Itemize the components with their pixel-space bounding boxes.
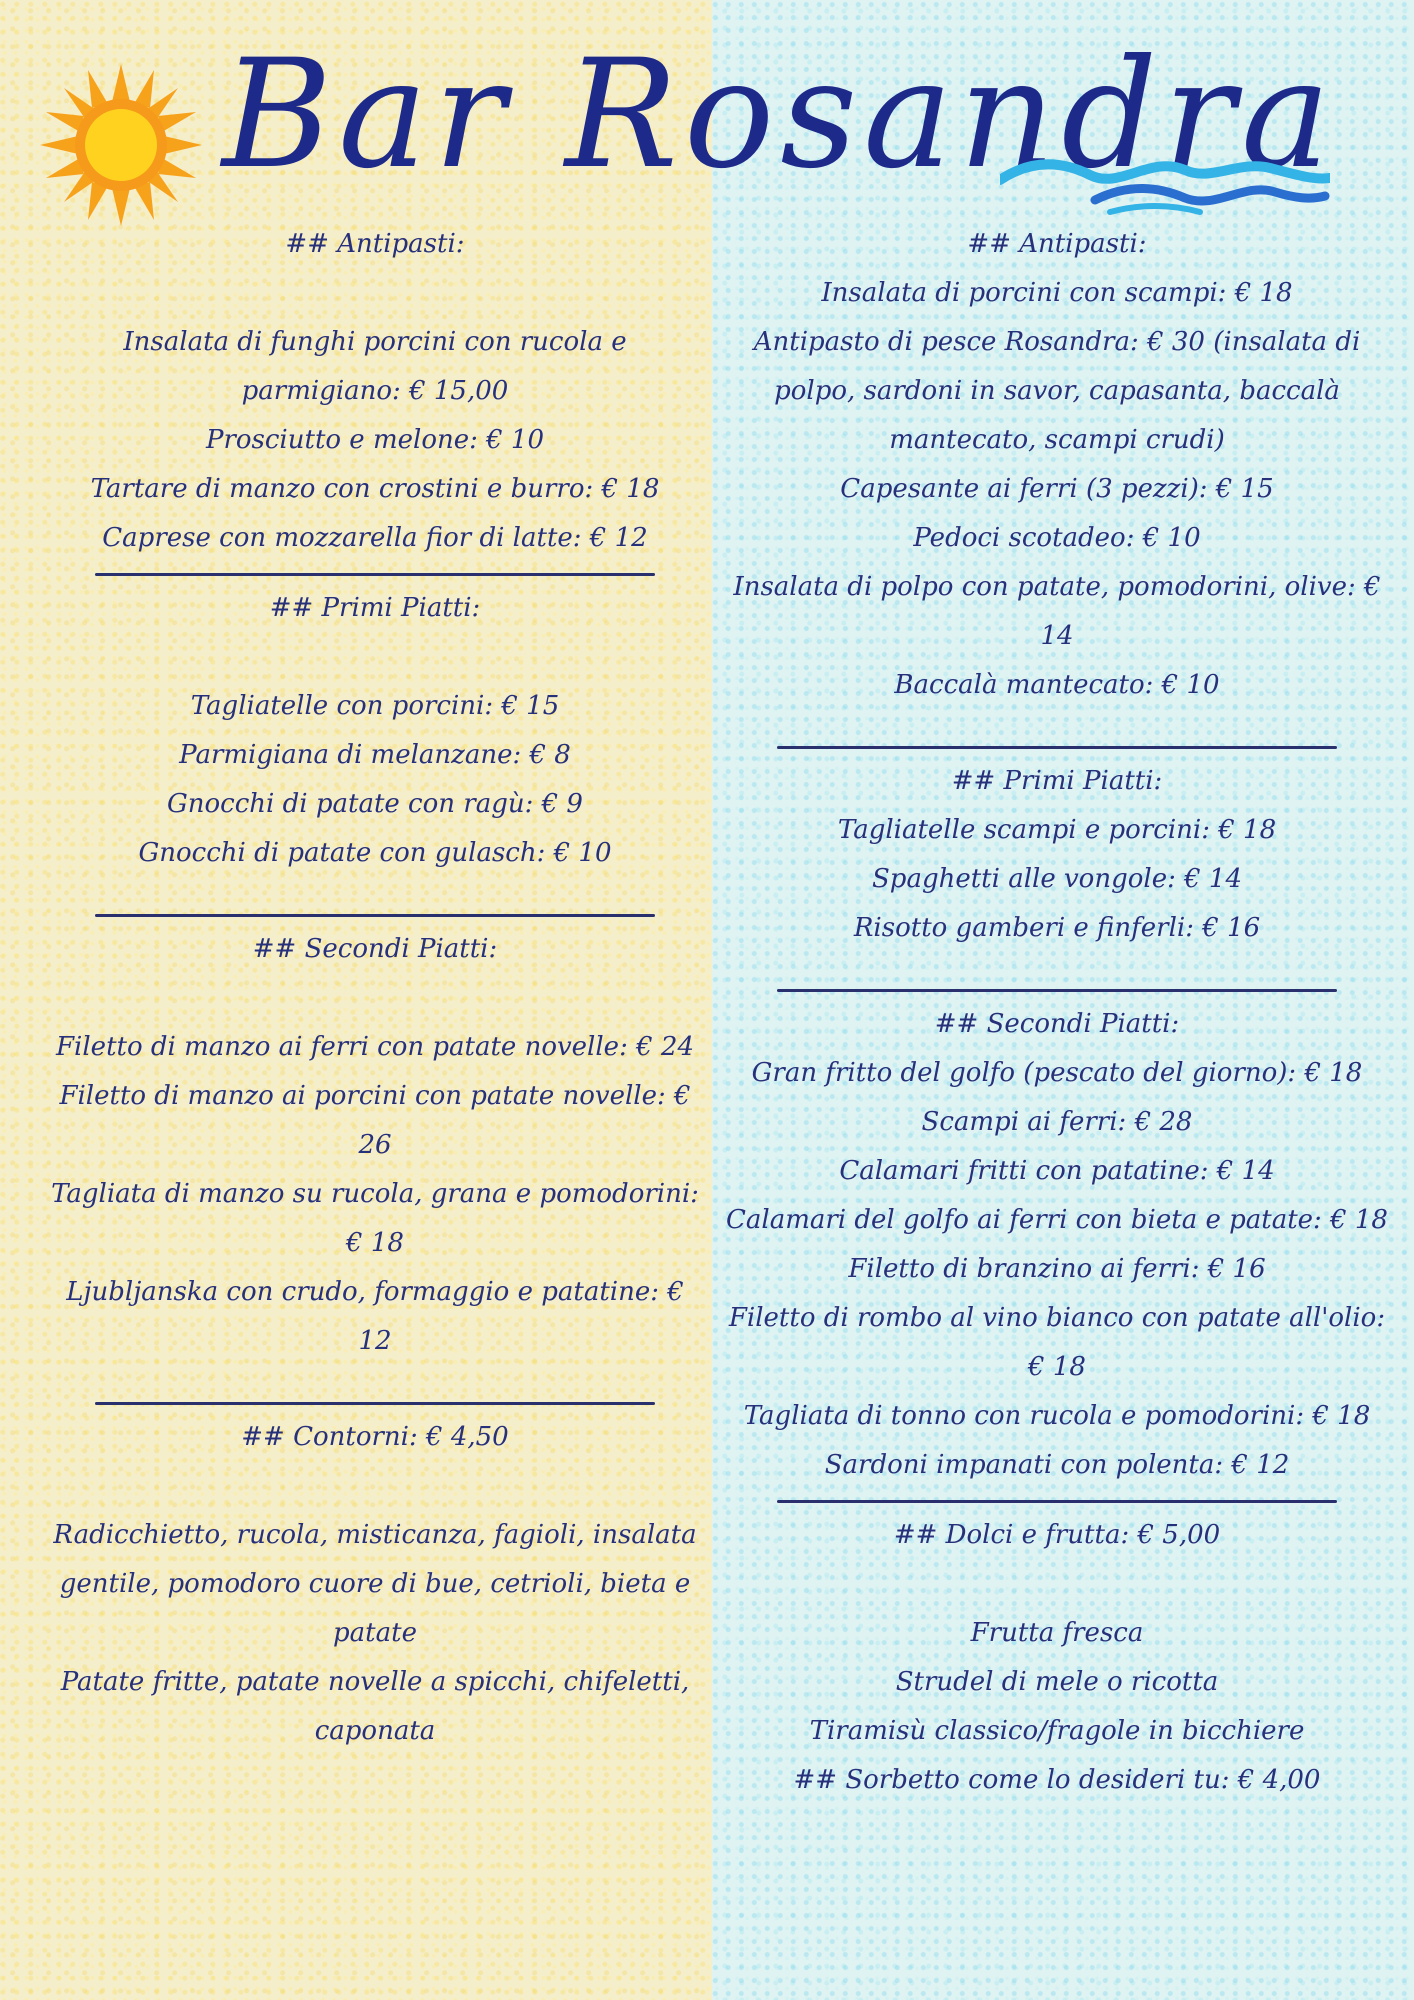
menu-item: Prosciutto e melone: € 10 bbox=[205, 425, 545, 455]
waves-icon bbox=[1000, 150, 1330, 220]
menu-item: Scampi ai ferri: € 28 bbox=[921, 1107, 1193, 1137]
section-heading-antipasti: ## Antipasti: bbox=[285, 229, 465, 259]
sun-icon bbox=[38, 62, 204, 228]
menu-item: ## Sorbetto come lo desideri tu: € 4,00 bbox=[793, 1765, 1321, 1795]
left-menu-column bbox=[50, 220, 700, 1756]
section-divider bbox=[777, 1500, 1337, 1503]
menu-item: Filetto di rombo al vino bianco con patate all'olio: € 18 bbox=[728, 1303, 1386, 1382]
menu-item: Baccalà mantecato: € 10 bbox=[894, 670, 1220, 700]
menu-item: Tagliatelle scampi e porcini: € 18 bbox=[837, 815, 1277, 845]
section-heading-primi: ## Primi Piatti: bbox=[269, 593, 481, 623]
menu-item: Insalata di polpo con patate, pomodorini, olive: € 14 bbox=[733, 572, 1381, 651]
menu-item: Tartare di manzo con crostini e burro: € 18 bbox=[90, 474, 660, 504]
menu-item: Strudel di mele o ricotta bbox=[895, 1667, 1219, 1697]
section-heading-primi: ## Primi Piatti: bbox=[951, 766, 1163, 796]
menu-item: Spaghetti alle vongole: € 14 bbox=[872, 864, 1242, 894]
right-menu-column bbox=[722, 220, 1392, 1805]
menu-item: Tagliatelle con porcini: € 15 bbox=[190, 691, 560, 721]
section-divider bbox=[95, 1402, 655, 1405]
menu-item: Pedoci scotadeo: € 10 bbox=[913, 523, 1201, 553]
menu-item: Insalata di funghi porcini con rucola e parmigiano: € 15,00 bbox=[123, 327, 627, 406]
menu-item: Filetto di manzo ai ferri con patate novelle: € 24 bbox=[56, 1032, 694, 1062]
section-heading-antipasti: ## Antipasti: bbox=[967, 229, 1147, 259]
menu-item: Tagliata di manzo su rucola, grana e pomodorini: € 18 bbox=[51, 1179, 699, 1258]
menu-item: Antipasto di pesce Rosandra: € 30 (insalata di polpo, sardoni in savor, capasanta, baccalà mantecato, scampi crudi) bbox=[753, 327, 1361, 455]
menu-item: Tiramisù classico/fragole in bicchiere bbox=[809, 1716, 1305, 1746]
menu-item: Frutta fresca bbox=[970, 1618, 1144, 1648]
menu-item: Risotto gamberi e finferli: € 16 bbox=[853, 913, 1261, 943]
section-divider bbox=[95, 914, 655, 917]
menu-item: Parmigiana di melanzane: € 8 bbox=[179, 740, 571, 770]
menu-item: Sardoni impanati con polenta: € 12 bbox=[824, 1450, 1290, 1480]
menu-item: Gnocchi di patate con gulasch: € 10 bbox=[138, 838, 612, 868]
menu-item: Insalata di porcini con scampi: € 18 bbox=[821, 278, 1293, 308]
section-divider bbox=[95, 573, 655, 576]
menu-item: Gran fritto del golfo (pescato del giorno): € 18 bbox=[751, 1058, 1363, 1088]
menu-item: Caprese con mozzarella fior di latte: € 12 bbox=[102, 523, 648, 553]
section-divider bbox=[777, 746, 1337, 749]
menu-item: Filetto di branzino ai ferri: € 16 bbox=[848, 1254, 1266, 1284]
menu-item: Tagliata di tonno con rucola e pomodorini: € 18 bbox=[743, 1401, 1371, 1431]
section-heading-dolci: ## Dolci e frutta: € 5,00 bbox=[893, 1520, 1221, 1550]
section-heading-secondi: ## Secondi Piatti: bbox=[252, 934, 498, 964]
menu-item: Calamari fritti con patatine: € 14 bbox=[839, 1156, 1275, 1186]
menu-item: Gnocchi di patate con ragù: € 9 bbox=[167, 789, 583, 819]
section-heading-secondi: ## Secondi Piatti: bbox=[934, 1009, 1180, 1039]
menu-item: Patate fritte, patate novelle a spicchi, chifeletti, caponata bbox=[60, 1667, 690, 1746]
menu-item: Filetto di manzo ai porcini con patate novelle: € 26 bbox=[59, 1081, 691, 1160]
section-heading-contorni: ## Contorni: € 4,50 bbox=[241, 1422, 509, 1452]
menu-item: Capesante ai ferri (3 pezzi): € 15 bbox=[840, 474, 1274, 504]
menu-item: Ljubljanska con crudo, formaggio e patatine: € 12 bbox=[66, 1277, 684, 1356]
page-title: Bar Rosandra bbox=[222, 28, 1337, 202]
menu-item: Radicchietto, rucola, misticanza, fagioli, insalata gentile, pomodoro cuore di bue, cetrioli, bieta e patate bbox=[53, 1520, 697, 1648]
menu-item: Calamari del golfo ai ferri con bieta e patate: € 18 bbox=[726, 1205, 1388, 1235]
section-divider bbox=[777, 989, 1337, 992]
